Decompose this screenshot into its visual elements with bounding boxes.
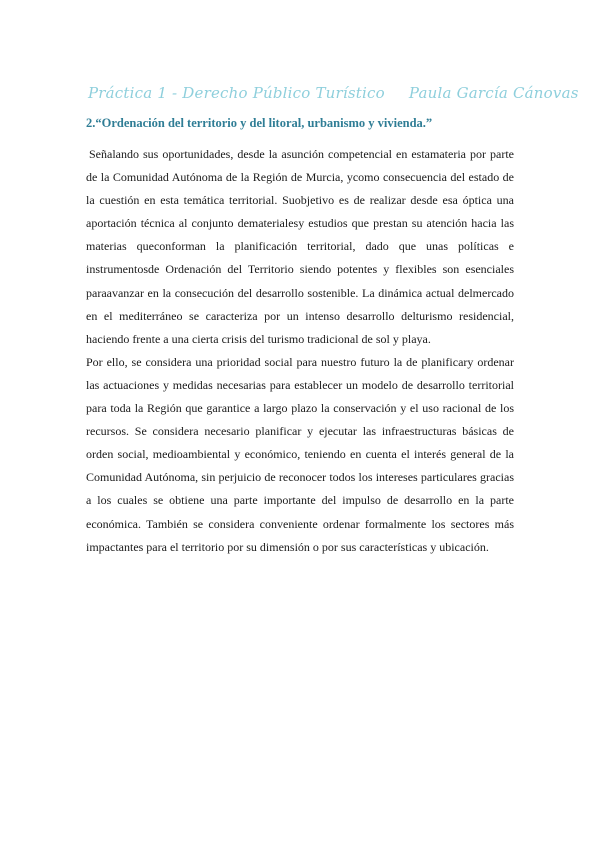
paragraph-1: Señalando sus oportunidades, desde la asunción competencial en estamateria por parte de la Comunidad Autónoma de la Región de Murcia, ycomo consecuencia del estado de la cuestión en esta temática territorial. Suobjetivo es de realizar desde esa óptica una aportación técnica al conjunto dematerialesy estudios que prestan su atención hacia las materias queconforman la planificación territorial, dado que unas políticas e instrumentosde Ordenación del Territorio siendo potentes y flexibles son esenciales paraavanzar en la consecución del desarrollo sostenible. La dinámica actual delmercado en el mediterráneo se caracteriza por un intenso desarrollo delturismo residencial, haciendo frente a una cierta crisis del turismo tradicional de sol y playa. xyxy=(86,147,514,346)
body-text xyxy=(86,143,514,559)
section-heading: 2.“Ordenación del territorio y del litoral, urbanismo y vivienda.” xyxy=(86,116,433,130)
page-header xyxy=(88,84,579,102)
header-author: Paula García Cánovas xyxy=(408,84,579,102)
paragraph-2: Por ello, se considera una prioridad social para nuestro futuro la de planificary ordenar las actuaciones y medidas necesarias para establecer un modelo de desarrollo territorial para toda la Región que garantice a largo plazo la conservación y el uso racional de los recursos. Se considera necesario planificar y ejecutar las infraestructuras básicas de orden social, medioambiental y económico, teniendo en cuenta el interés general de la Comunidad Autónoma, sin perjuicio de reconocer todos los intereses particulares gracias a los cuales se obtiene una parte importante del impulso de desarrollo en la parte económica. También se considera conveniente ordenar formalmente los sectores más impactantes para el territorio por su dimensión o por sus características y ubicación. xyxy=(86,354,514,554)
header-title: Práctica 1 - Derecho Público Turístico xyxy=(88,84,385,102)
